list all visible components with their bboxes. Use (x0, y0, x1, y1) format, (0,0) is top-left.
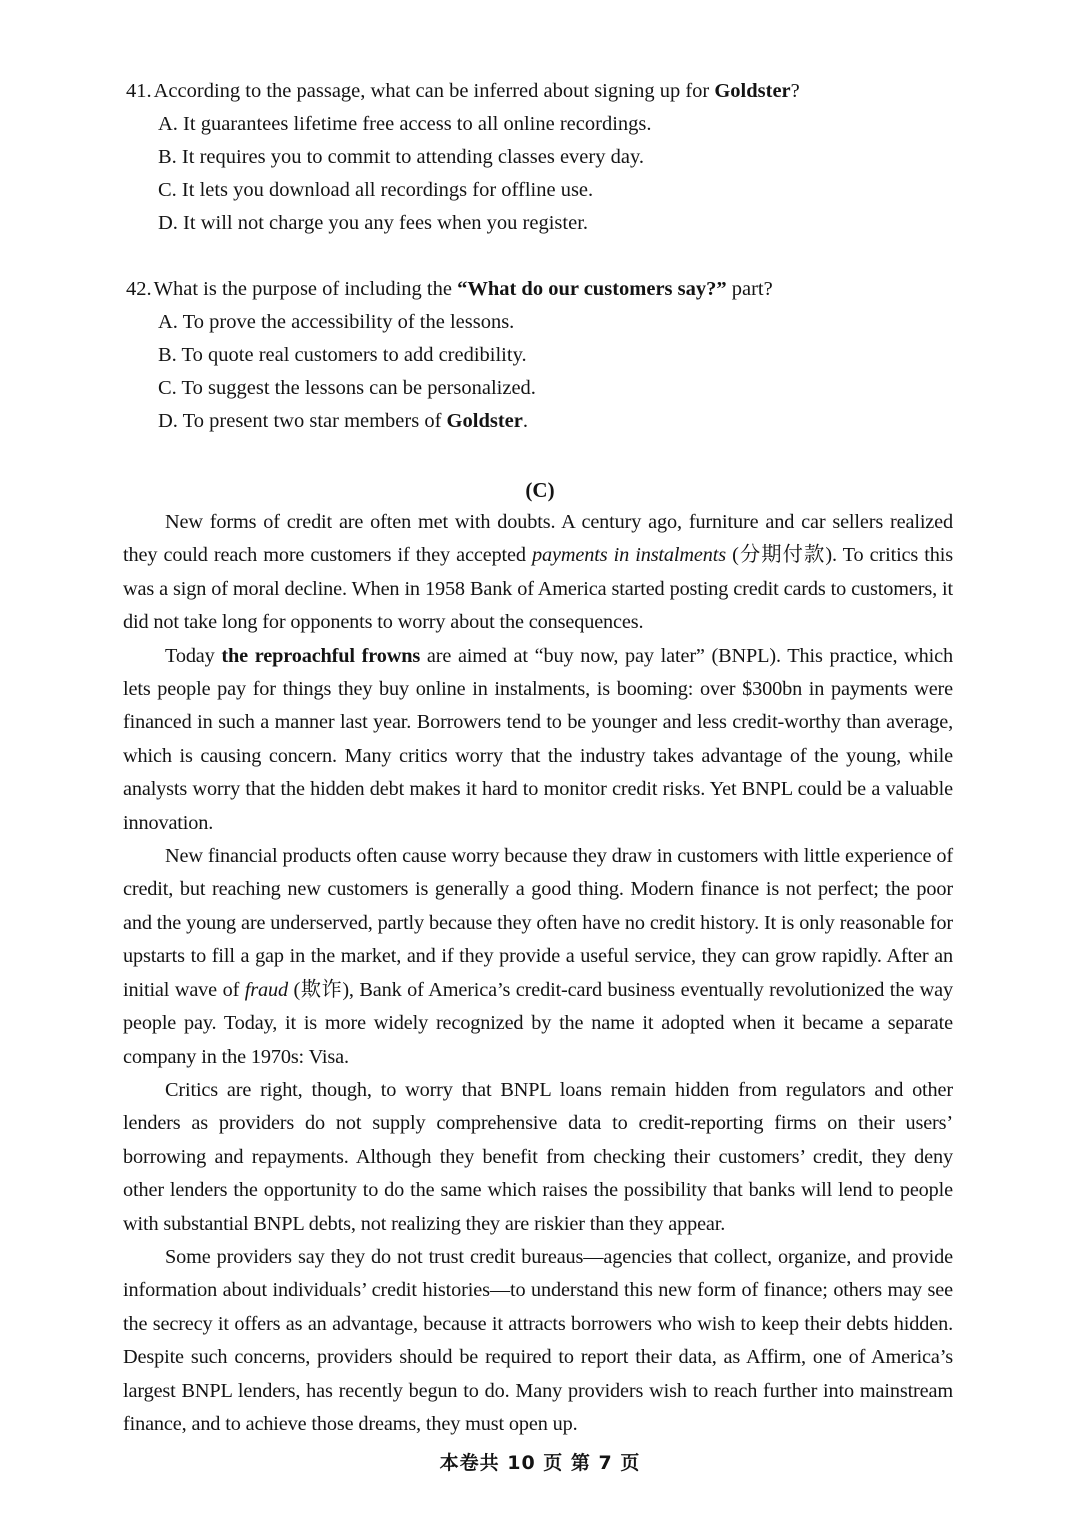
option-a: A. It guarantees lifetime free access to all online recordings. (158, 113, 652, 135)
question-number: 42. (126, 278, 152, 300)
question-number: 41. (126, 80, 152, 102)
question-stem (126, 75, 800, 108)
italic-term: fraud (244, 978, 288, 1001)
paragraph-5: Some providers say they do not trust credit bureaus—agencies that collect, organize, and provide information about individuals’ credit histories—to understand this new form of finance; others may see the secrecy it offers as an advantage, because it attracts borrowers who wish to keep their debts hidden. Despite such concerns, providers should be required to report their data, as Affirm, one of America’s largest BNPL lenders, has recently begun to do. Many providers wish to reach further into mainstream finance, and to achieve those dreams, they must open up. (123, 1245, 953, 1435)
section-title: (C) (525, 478, 555, 502)
paragraph-text: (欺诈), Bank of America’s credit-card business eventually revolutionized the way people pay. Today, it is more widely recognized by the name it adopted when it became a separate company in the 1970s: Visa. (123, 978, 953, 1068)
question-42 (126, 273, 773, 438)
paragraph-text: New financial products often cause worry because they draw in customers with little experience of credit, but reaching new customers is generally a good thing. Modern finance is not perfect; the poor and the young are underserved, partly because they often have no credit history. It is only reasonable for upstarts to fill a gap in the market, and if they provide a useful service, they can grow rapidly. After an initial wave of (123, 845, 953, 1001)
paragraph-3 (123, 840, 953, 1074)
option-b: B. It requires you to commit to attending classes every day. (158, 146, 644, 168)
option-d-keyword: Goldster (446, 410, 523, 432)
question-41 (126, 75, 800, 240)
paragraph-text: New forms of credit are often met with doubts. A century ago, furniture and car sellers realized they could reach more customers if they accepted (123, 511, 953, 567)
option-d: D. It will not charge you any fees when you register. (158, 212, 589, 234)
paragraph-text: Today (165, 644, 222, 667)
option-c: C. It lets you download all recordings for offline use. (158, 179, 594, 201)
option-d-text: D. To present two star members of (158, 410, 447, 432)
bold-phrase: the reproachful frowns (221, 644, 421, 667)
question-text-end: part? (726, 278, 773, 300)
italic-term: payments in instalments (532, 544, 726, 567)
answer-options (126, 108, 800, 240)
answer-options (126, 306, 773, 438)
question-keyword: Goldster (714, 80, 791, 102)
reading-passage (123, 506, 953, 1441)
option-d-end: . (522, 410, 528, 432)
question-text: According to the passage, what can be inferred about signing up for (153, 80, 715, 102)
option-d (158, 405, 773, 438)
paragraph-4: Critics are right, though, to worry that BNPL loans remain hidden from regulators and other lenders as providers do not supply comprehensive data to credit-reporting firms on their users’ borrowing and repayments. Although they benefit from checking their customers’ credit, they deny other lenders the opportunity to do the same which raises the possibility that banks will lend to people with substantial BNPL debts, not realizing they are riskier than they appear. (123, 1078, 953, 1235)
question-stem (126, 273, 773, 306)
option-b: B. To quote real customers to add credibility. (158, 344, 527, 366)
page-footer: 本卷共 10 页 第 7 页 (439, 1452, 641, 1474)
option-c: C. To suggest the lessons can be personalized. (158, 377, 536, 399)
question-text: What is the purpose of including the (153, 278, 458, 300)
paragraph-1 (123, 506, 953, 640)
paragraph-2 (123, 640, 953, 840)
question-text-end: ? (790, 80, 800, 102)
paragraph-text: are aimed at “buy now, pay later” (BNPL). This practice, which lets people pay for things they buy online in instalments, is booming: over $300bn in payments were financed in such a manner last year. Borrowers tend to be younger and less credit-worthy than average, which is causing concern. Many critics worry that the industry takes advantage of the young, while analysts worry that the hidden debt makes it hard to monitor credit risks. Yet BNPL could be a valuable innovation. (123, 644, 953, 834)
paragraph-text: (分期付款). To critics this was a sign of moral decline. When in 1958 Bank of America started posting credit cards to customers, it did not take long for opponents to worry about the consequences. (123, 544, 953, 634)
option-a: A. To prove the accessibility of the lessons. (158, 311, 515, 333)
question-keyword: “What do our customers say?” (457, 278, 727, 300)
